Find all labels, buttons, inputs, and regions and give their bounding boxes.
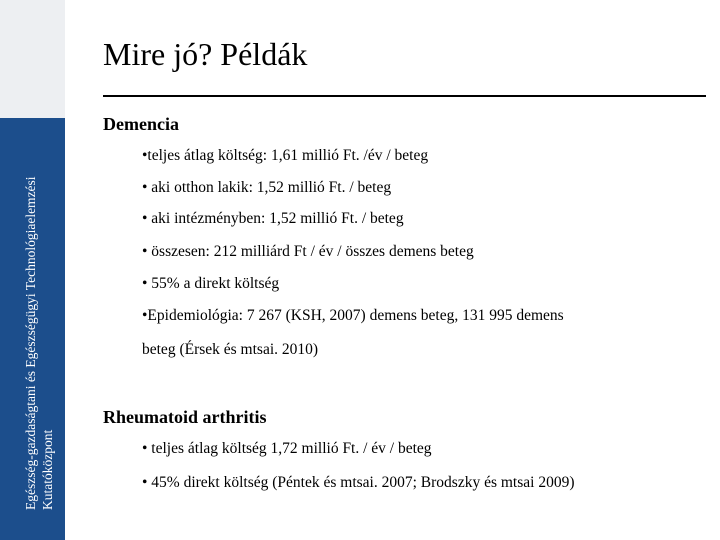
bullet-item-continuation: beteg (Érsek és mtsai. 2010) (142, 341, 319, 358)
bullet-item: •teljes átlag költség: 1,61 millió Ft. /év / beteg (142, 147, 429, 164)
sidebar-line-1: Egészség-gazdaságtani és Egészségügyi Technológiaelemzési (23, 176, 38, 510)
section-heading-demencia: Demencia (103, 114, 179, 134)
bullet-item: • 45% direkt költség (Péntek és mtsai. 2007; Brodszky és mtsai 2009) (142, 474, 575, 491)
bullet-item: • aki intézményben: 1,52 millió Ft. / beteg (142, 210, 404, 227)
slide-title: Mire jó? Példák (103, 36, 308, 72)
sidebar-institution-name (22, 120, 56, 510)
bullet-item: • aki otthon lakik: 1,52 millió Ft. / beteg (142, 179, 392, 196)
bullet-item: • teljes átlag költség 1,72 millió Ft. / év / beteg (142, 440, 432, 457)
sidebar-divider (65, 0, 68, 540)
title-underline (103, 95, 706, 97)
bullet-item: • 55% a direkt költség (142, 275, 280, 292)
bullet-item: • összesen: 212 milliárd Ft / év / összes demens beteg (142, 243, 474, 260)
sidebar-banner (0, 0, 68, 540)
section-heading-rheumatoid-arthritis: Rheumatoid arthritis (103, 407, 267, 427)
sidebar-line-2: Kutatóközpont (40, 429, 55, 510)
bullet-item: •Epidemiológia: 7 267 (KSH, 2007) demens beteg, 131 995 demens (142, 307, 564, 324)
sidebar-top-panel (0, 0, 68, 118)
